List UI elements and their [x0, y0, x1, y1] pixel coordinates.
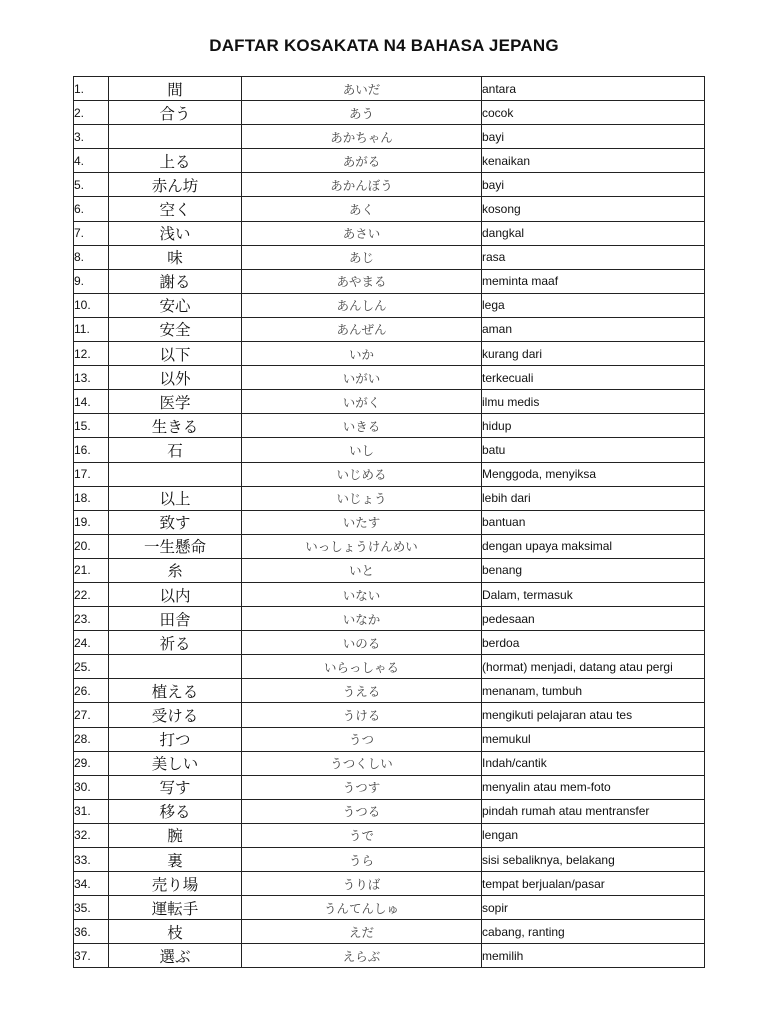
meaning-cell: Dalam, termasuk: [482, 582, 705, 606]
kana-cell: あんしん: [242, 293, 482, 317]
table-row: [74, 823, 705, 847]
kanji-cell: 味: [109, 245, 242, 269]
row-number: 23.: [74, 607, 109, 631]
row-number: 2.: [74, 101, 109, 125]
meaning-cell: lengan: [482, 823, 705, 847]
meaning-cell: Indah/cantik: [482, 751, 705, 775]
row-number: 5.: [74, 173, 109, 197]
kana-cell: あう: [242, 101, 482, 125]
meaning-cell: benang: [482, 558, 705, 582]
kanji-cell: 医学: [109, 390, 242, 414]
kanji-cell: 打つ: [109, 727, 242, 751]
kanji-cell: 浅い: [109, 221, 242, 245]
kanji-cell: 移る: [109, 799, 242, 823]
kana-cell: あいだ: [242, 77, 482, 101]
table-row: [74, 125, 705, 149]
kana-cell: いなか: [242, 607, 482, 631]
kana-cell: いか: [242, 342, 482, 366]
meaning-cell: bantuan: [482, 510, 705, 534]
table-row: [74, 799, 705, 823]
kanji-cell: 以上: [109, 486, 242, 510]
kana-cell: あさい: [242, 221, 482, 245]
vocabulary-table: [73, 76, 705, 968]
meaning-cell: sopir: [482, 896, 705, 920]
meaning-cell: hidup: [482, 414, 705, 438]
kanji-cell: 美しい: [109, 751, 242, 775]
meaning-cell: tempat berjualan/pasar: [482, 872, 705, 896]
row-number: 11.: [74, 317, 109, 341]
row-number: 34.: [74, 872, 109, 896]
row-number: 35.: [74, 896, 109, 920]
table-row: [74, 534, 705, 558]
table-row: [74, 221, 705, 245]
row-number: 24.: [74, 631, 109, 655]
table-row: [74, 775, 705, 799]
meaning-cell: memilih: [482, 944, 705, 968]
meaning-cell: ilmu medis: [482, 390, 705, 414]
row-number: 36.: [74, 920, 109, 944]
table-row: [74, 342, 705, 366]
kana-cell: いない: [242, 582, 482, 606]
row-number: 1.: [74, 77, 109, 101]
kana-cell: あかんぼう: [242, 173, 482, 197]
meaning-cell: bayi: [482, 125, 705, 149]
kanji-cell: 生きる: [109, 414, 242, 438]
meaning-cell: kenaikan: [482, 149, 705, 173]
meaning-cell: Menggoda, menyiksa: [482, 462, 705, 486]
meaning-cell: terkecuali: [482, 366, 705, 390]
kana-cell: いらっしゃる: [242, 655, 482, 679]
kana-cell: あじ: [242, 245, 482, 269]
table-row: [74, 173, 705, 197]
row-number: 7.: [74, 221, 109, 245]
table-row: [74, 245, 705, 269]
kanji-cell: 糸: [109, 558, 242, 582]
meaning-cell: dengan upaya maksimal: [482, 534, 705, 558]
kanji-cell: 植える: [109, 679, 242, 703]
row-number: 6.: [74, 197, 109, 221]
meaning-cell: dangkal: [482, 221, 705, 245]
table-row: [74, 896, 705, 920]
kana-cell: いがく: [242, 390, 482, 414]
table-row: [74, 848, 705, 872]
kanji-cell: 謝る: [109, 269, 242, 293]
table-row: [74, 944, 705, 968]
row-number: 20.: [74, 534, 109, 558]
meaning-cell: memukul: [482, 727, 705, 751]
kana-cell: えだ: [242, 920, 482, 944]
row-number: 15.: [74, 414, 109, 438]
row-number: 25.: [74, 655, 109, 679]
meaning-cell: rasa: [482, 245, 705, 269]
kana-cell: いっしょうけんめい: [242, 534, 482, 558]
table-row: [74, 751, 705, 775]
kanji-cell: 一生懸命: [109, 534, 242, 558]
row-number: 37.: [74, 944, 109, 968]
kana-cell: いがい: [242, 366, 482, 390]
row-number: 22.: [74, 582, 109, 606]
row-number: 29.: [74, 751, 109, 775]
table-row: [74, 462, 705, 486]
row-number: 26.: [74, 679, 109, 703]
table-row: [74, 558, 705, 582]
kana-cell: いきる: [242, 414, 482, 438]
kanji-cell: 祈る: [109, 631, 242, 655]
meaning-cell: bayi: [482, 173, 705, 197]
meaning-cell: kurang dari: [482, 342, 705, 366]
kanji-cell: 石: [109, 438, 242, 462]
row-number: 9.: [74, 269, 109, 293]
meaning-cell: cabang, ranting: [482, 920, 705, 944]
table-row: [74, 607, 705, 631]
row-number: 27.: [74, 703, 109, 727]
kana-cell: いのる: [242, 631, 482, 655]
table-row: [74, 727, 705, 751]
table-row: [74, 631, 705, 655]
meaning-cell: batu: [482, 438, 705, 462]
meaning-cell: mengikuti pelajaran atau tes: [482, 703, 705, 727]
kana-cell: あんぜん: [242, 317, 482, 341]
kanji-cell: 安心: [109, 293, 242, 317]
table-row: [74, 77, 705, 101]
kana-cell: えらぶ: [242, 944, 482, 968]
table-row: [74, 149, 705, 173]
kanji-cell: [109, 125, 242, 149]
meaning-cell: sisi sebaliknya, belakang: [482, 848, 705, 872]
kanji-cell: 以内: [109, 582, 242, 606]
row-number: 32.: [74, 823, 109, 847]
kana-cell: うで: [242, 823, 482, 847]
kana-cell: いと: [242, 558, 482, 582]
kana-cell: いじめる: [242, 462, 482, 486]
kanji-cell: 裏: [109, 848, 242, 872]
row-number: 3.: [74, 125, 109, 149]
kanji-cell: 空く: [109, 197, 242, 221]
meaning-cell: aman: [482, 317, 705, 341]
row-number: 19.: [74, 510, 109, 534]
meaning-cell: antara: [482, 77, 705, 101]
kana-cell: うつる: [242, 799, 482, 823]
row-number: 14.: [74, 390, 109, 414]
kana-cell: うつ: [242, 727, 482, 751]
vocabulary-table-body: [74, 77, 705, 968]
kanji-cell: 運転手: [109, 896, 242, 920]
kana-cell: うえる: [242, 679, 482, 703]
row-number: 13.: [74, 366, 109, 390]
kanji-cell: 選ぶ: [109, 944, 242, 968]
kanji-cell: 合う: [109, 101, 242, 125]
kana-cell: うんてんしゅ: [242, 896, 482, 920]
kanji-cell: 上る: [109, 149, 242, 173]
table-row: [74, 679, 705, 703]
kana-cell: あやまる: [242, 269, 482, 293]
kanji-cell: 売り場: [109, 872, 242, 896]
meaning-cell: (hormat) menjadi, datang atau pergi: [482, 655, 705, 679]
kanji-cell: 写す: [109, 775, 242, 799]
row-number: 10.: [74, 293, 109, 317]
kanji-cell: 以外: [109, 366, 242, 390]
meaning-cell: pindah rumah atau mentransfer: [482, 799, 705, 823]
kana-cell: あく: [242, 197, 482, 221]
kanji-cell: 以下: [109, 342, 242, 366]
row-number: 28.: [74, 727, 109, 751]
table-row: [74, 872, 705, 896]
table-row: [74, 438, 705, 462]
kanji-cell: 安全: [109, 317, 242, 341]
table-row: [74, 269, 705, 293]
table-row: [74, 920, 705, 944]
row-number: 30.: [74, 775, 109, 799]
kana-cell: いし: [242, 438, 482, 462]
kana-cell: いじょう: [242, 486, 482, 510]
row-number: 21.: [74, 558, 109, 582]
row-number: 33.: [74, 848, 109, 872]
meaning-cell: menyalin atau mem-foto: [482, 775, 705, 799]
table-row: [74, 366, 705, 390]
row-number: 17.: [74, 462, 109, 486]
kanji-cell: 枝: [109, 920, 242, 944]
table-row: [74, 486, 705, 510]
meaning-cell: pedesaan: [482, 607, 705, 631]
meaning-cell: berdoa: [482, 631, 705, 655]
row-number: 16.: [74, 438, 109, 462]
table-row: [74, 655, 705, 679]
kanji-cell: 腕: [109, 823, 242, 847]
kana-cell: うける: [242, 703, 482, 727]
kana-cell: うら: [242, 848, 482, 872]
kana-cell: あかちゃん: [242, 125, 482, 149]
table-row: [74, 101, 705, 125]
table-row: [74, 317, 705, 341]
kanji-cell: [109, 462, 242, 486]
table-row: [74, 293, 705, 317]
kana-cell: いたす: [242, 510, 482, 534]
kanji-cell: 致す: [109, 510, 242, 534]
table-row: [74, 703, 705, 727]
row-number: 8.: [74, 245, 109, 269]
kana-cell: うつす: [242, 775, 482, 799]
kana-cell: あがる: [242, 149, 482, 173]
table-row: [74, 414, 705, 438]
meaning-cell: cocok: [482, 101, 705, 125]
table-row: [74, 390, 705, 414]
table-row: [74, 197, 705, 221]
meaning-cell: lega: [482, 293, 705, 317]
row-number: 12.: [74, 342, 109, 366]
page-title: DAFTAR KOSAKATA N4 BAHASA JEPANG: [209, 36, 559, 55]
kanji-cell: 赤ん坊: [109, 173, 242, 197]
kana-cell: うりば: [242, 872, 482, 896]
table-row: [74, 582, 705, 606]
kana-cell: うつくしい: [242, 751, 482, 775]
row-number: 31.: [74, 799, 109, 823]
row-number: 4.: [74, 149, 109, 173]
kanji-cell: 田舎: [109, 607, 242, 631]
kanji-cell: 間: [109, 77, 242, 101]
kanji-cell: [109, 655, 242, 679]
table-row: [74, 510, 705, 534]
meaning-cell: menanam, tumbuh: [482, 679, 705, 703]
kanji-cell: 受ける: [109, 703, 242, 727]
meaning-cell: kosong: [482, 197, 705, 221]
meaning-cell: meminta maaf: [482, 269, 705, 293]
meaning-cell: lebih dari: [482, 486, 705, 510]
row-number: 18.: [74, 486, 109, 510]
